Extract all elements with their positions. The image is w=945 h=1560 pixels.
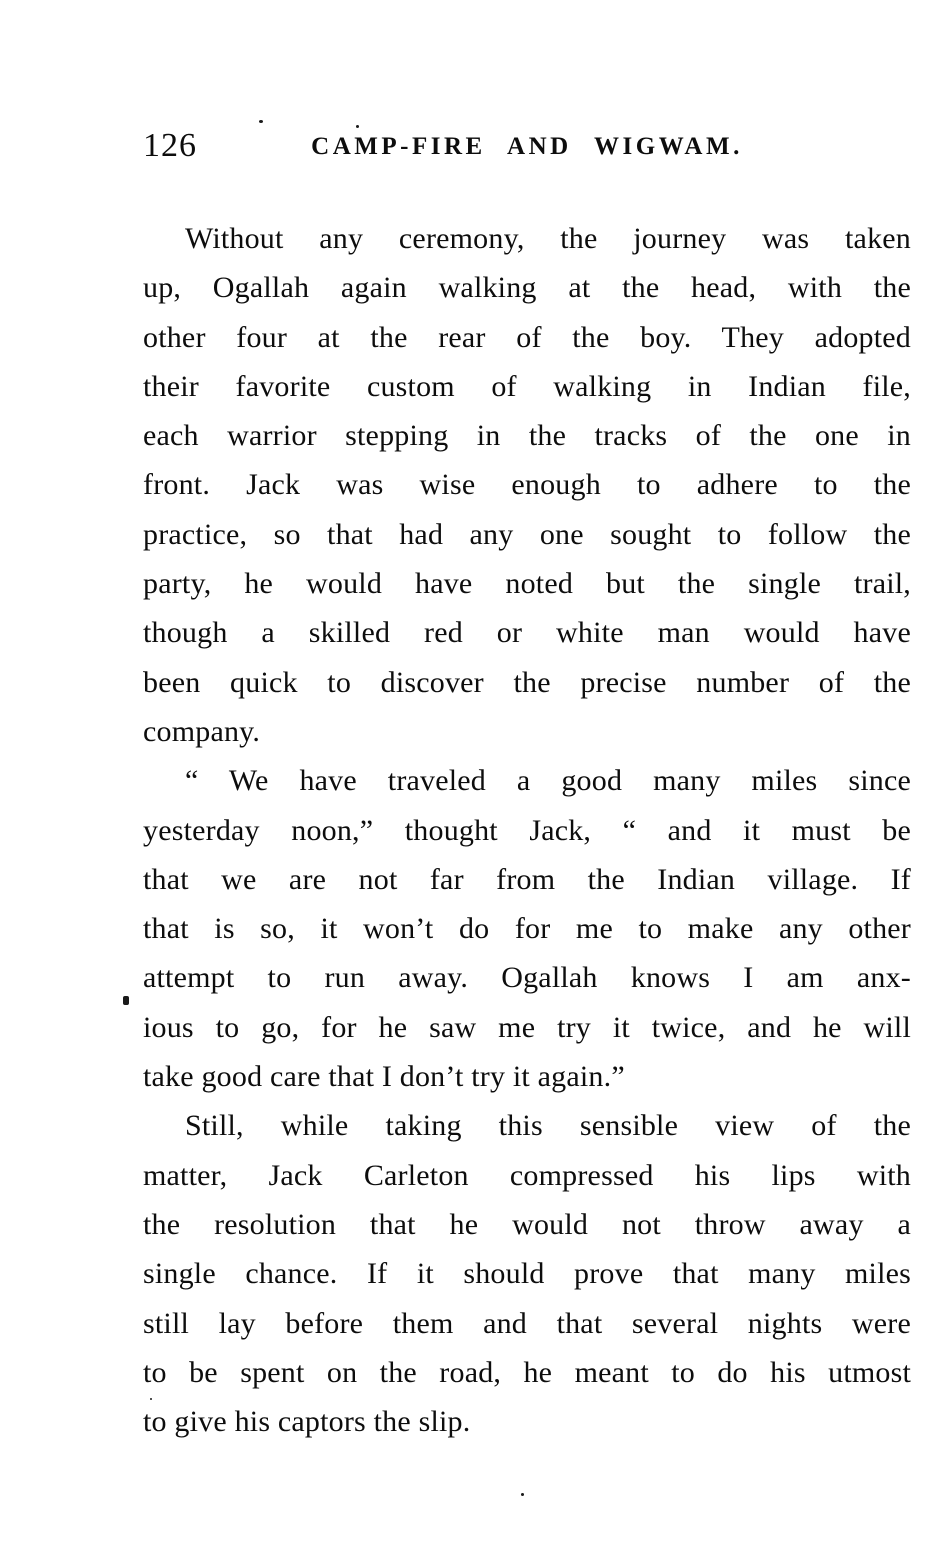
scan-speck [521, 1493, 524, 1496]
text-line: “ We have traveled a good many miles since [185, 764, 911, 798]
page-number: 126 [143, 127, 197, 164]
text-line: take good care that I don’t try it again.” [143, 1060, 625, 1094]
text-line: ious to go, for he saw me try it twice, and he will [143, 1010, 911, 1044]
text-line: up, Ogallah again walking at the head, with the [143, 271, 911, 305]
text-line: to be spent on the road, he meant to do his utmost [143, 1355, 911, 1389]
scan-speck [356, 125, 359, 128]
text-line: the resolution that he would not throw away a [143, 1207, 911, 1241]
text-line: that we are not far from the Indian village. If [143, 862, 911, 896]
text-line: yesterday noon,” thought Jack, “ and it must be [143, 813, 911, 847]
text-line: to give his captors the slip. [143, 1405, 471, 1439]
text-line: company. [143, 714, 261, 748]
text-line: matter, Jack Carleton compressed his lips with [143, 1158, 911, 1192]
scan-speck [259, 120, 263, 123]
text-line: attempt to run away. Ogallah knows I am anx- [143, 961, 911, 995]
page-body [143, 214, 911, 1446]
text-line: their favorite custom of walking in Indian file, [143, 369, 911, 403]
text-line: that is so, it won’t do for me to make any other [143, 912, 911, 946]
scan-speck [123, 996, 129, 1005]
text-line: Still, while taking this sensible view of the [185, 1109, 911, 1143]
text-line: party, he would have noted but the single trail, [143, 567, 911, 601]
paragraph-3 [143, 1101, 911, 1446]
text-line: been quick to discover the precise number of the [143, 665, 911, 699]
text-line: single chance. If it should prove that many miles [143, 1257, 911, 1291]
text-line: Without any ceremony, the journey was taken [185, 222, 911, 255]
paragraph-2 [143, 756, 911, 1101]
text-line: practice, so that had any one sought to follow the [143, 517, 911, 551]
text-line: each warrior stepping in the tracks of the one in [143, 419, 911, 453]
text-line: still lay before them and that several nights were [143, 1306, 911, 1340]
running-title: CAMP-FIRE AND WIGWAM. [311, 133, 743, 160]
text-line: front. Jack was wise enough to adhere to the [143, 468, 911, 502]
text-line: other four at the rear of the boy. They adopted [143, 320, 911, 354]
page-header [143, 126, 911, 168]
text-line: though a skilled red or white man would have [143, 616, 911, 650]
paragraph-1 [143, 214, 911, 756]
